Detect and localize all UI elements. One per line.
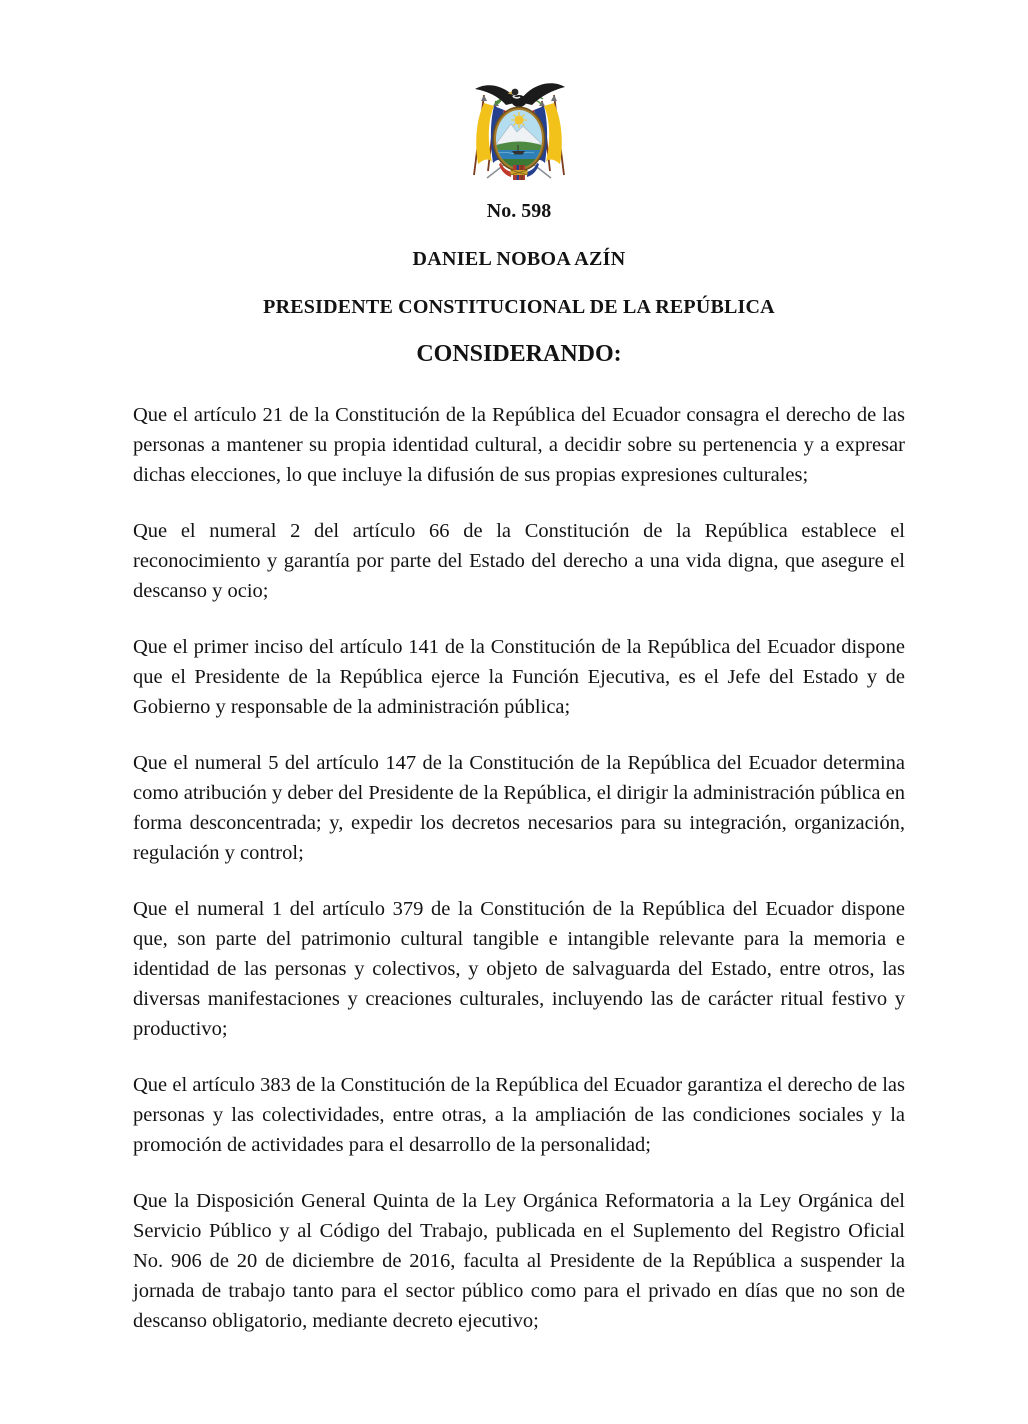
ecuador-coat-of-arms-icon: [453, 78, 585, 182]
recital-paragraph: Que el numeral 2 del artículo 66 de la Constitución de la República establece el reconocimiento y garantía por parte del Estado del derecho a una vida digna, que asegure el descanso y ocio;: [133, 519, 905, 602]
fasces: [511, 165, 528, 180]
recital-paragraph: Que el artículo 21 de la Constitución de la República del Ecuador consagra el derecho de las personas a mantener su propia identidad cultural, a decidir sobre su pertenencia y a expresar dichas elecciones, lo que incluye la difusión de sus propias expresiones culturales;: [133, 403, 905, 486]
recital-paragraph: Que la Disposición General Quinta de la Ley Orgánica Reformatoria a la Ley Orgánica del Servicio Público y al Código del Trabajo, publicada en el Suplemento del Registro Oficial No. 906 de 20 de diciembre de 2016, faculta al Presidente de la República a suspender la jornada de trabajo tanto para el sector público como para el privado en días que no son de descanso obligatorio, mediante decreto ejecutivo;: [133, 1189, 905, 1332]
recital-paragraph: Que el numeral 5 del artículo 147 de la Constitución de la República del Ecuador determina como atribución y deber del Presidente de la República, el dirigir la administración pública en forma desconcentrada; y, expedir los decretos necesarios para su integración, organización, regulación y control;: [133, 751, 905, 864]
president-name: DANIEL NOBOA AZÍN: [412, 248, 626, 270]
recitals-section: [133, 400, 905, 1336]
condor: [475, 83, 565, 107]
recital-paragraph: Que el artículo 383 de la Constitución de la República del Ecuador garantiza el derecho de las personas y las colectividades, entre otras, a la ampliación de las condiciones sociales y la promoción de actividades para el desarrollo de la personalidad;: [133, 1073, 905, 1156]
president-title: PRESIDENTE CONSTITUCIONAL DE LA REPÚBLICA: [263, 296, 775, 318]
considerando-heading: CONSIDERANDO:: [416, 341, 622, 367]
recital-paragraph: Que el numeral 1 del artículo 379 de la Constitución de la República del Ecuador dispone que, son parte del patrimonio cultural tangible e intangible relevante para la memoria e identidad de las personas y colectivos, y objeto de salvaguarda del Estado, entre otros, las diversas manifestaciones y creaciones culturales, incluyendo las de carácter ritual festivo y productivo;: [133, 897, 905, 1040]
recital-paragraph: Que el primer inciso del artículo 141 de la Constitución de la República del Ecuador dispone que el Presidente de la República ejerce la Función Ejecutiva, es el Jefe del Estado y de Gobierno y responsable de la administración pública;: [133, 635, 905, 718]
decree-number: No. 598: [486, 200, 552, 222]
shield-oval: [493, 107, 546, 172]
